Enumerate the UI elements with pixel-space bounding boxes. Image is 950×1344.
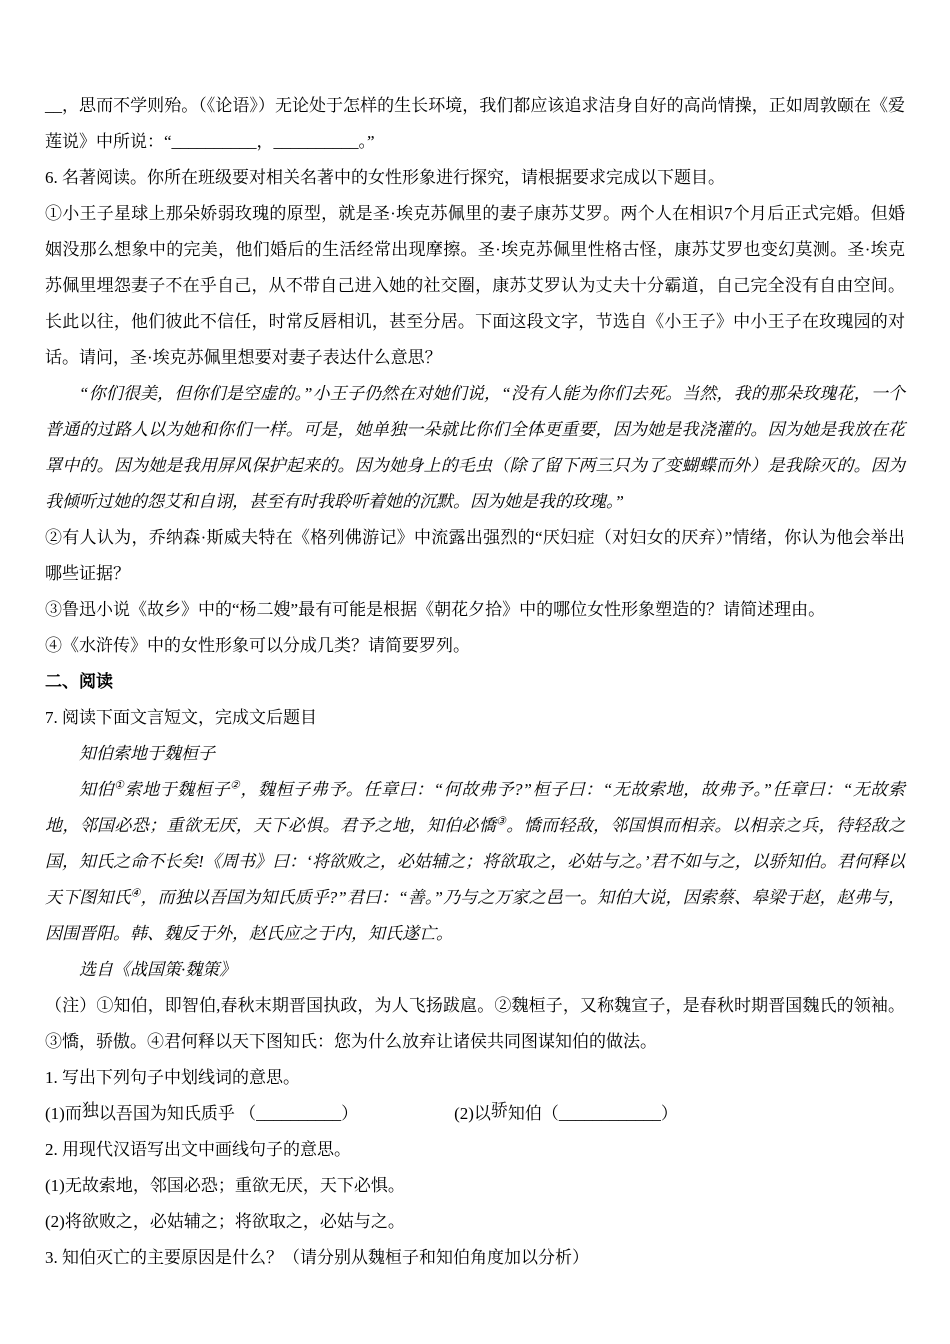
classical-passage (45, 772, 905, 952)
passage-text: ，魏桓子弗予。任章曰：“何故弗予?”桓子曰：“无故索地，故弗予。”任章曰：“无故索地，邻国必恐；重欲无厌，天下必惧。君予之地，知伯必憍 (45, 780, 906, 835)
footnote-ref-3: ③ (496, 815, 507, 828)
question-6-stem: 6. 名著阅读。你所在班级要对相关名著中的女性形象进行探究，请根据要求完成以下题目。 (45, 168, 725, 187)
question-6-part-3: ③鲁迅小说《故乡》中的“杨二嫂”最有可能是根据《朝花夕拾》中的哪位女性形象塑造的？请简述理由。 (45, 600, 826, 619)
section-2-heading: 二、阅读 (45, 672, 113, 691)
passage-text: 。憍而轻敌，邻国惧而相亲。以相亲之兵，待轻敌之国，知氏之命不长矣!《周书》曰：‘将欲败之，必姑辅之；将欲取之，必姑与之。’君不如与之，以骄知伯。君何释以天下图知氏 (45, 816, 906, 907)
sub-question-2-item-2: (2)将欲败之，必姑辅之；将欲取之，必姑与之。 (45, 1212, 405, 1231)
sub-question-1: 1. 写出下列句子中划线词的意思。 (45, 1068, 300, 1087)
passage-source: 选自《战国策·魏策》 (79, 960, 237, 979)
word-meaning-item-1 (45, 1096, 358, 1132)
sub-question-1-blanks (45, 1096, 905, 1132)
passage-text: ，而独以吾国为知氏质乎?”君曰：“善。”乃与之万家之邑一。知伯大说，因索蔡、皋梁于赵，赵弗与，因围晋阳。韩、魏反于外，赵氏应之于内，知氏遂亡。 (45, 888, 905, 943)
item-text: (2)以 (454, 1104, 491, 1123)
footnote-ref-2: ② (230, 779, 241, 792)
sub-question-2: 2. 用现代汉语写出文中画线句子的意思。 (45, 1140, 351, 1159)
question-6-part-2: ②有人认为，乔纳森·斯威夫特在《格列佛游记》中流露出强烈的“厌妇症（对妇女的厌弃）”情绪，你认为他会举出哪些证据？ (45, 528, 905, 583)
question-7-stem: 7. 阅读下面文言短文，完成文后题目 (45, 708, 317, 727)
passage-text: 索地于魏桓子 (124, 780, 231, 799)
marked-word: 独 (81, 1101, 99, 1120)
footnote-ref-4: ④ (130, 887, 141, 900)
passage-text: 知伯 (79, 780, 115, 799)
item-text: 以吾国为知氏质乎 （__________） (98, 1104, 359, 1123)
sub-question-2-item-1: (1)无故索地，邻国必恐；重欲无厌，天下必惧。 (45, 1176, 405, 1195)
word-meaning-item-2 (454, 1096, 678, 1132)
sub-question-3: 3. 知伯灭亡的主要原因是什么？（请分别从魏桓子和知伯角度加以分析） (45, 1248, 589, 1267)
marked-word: 骄 (490, 1101, 508, 1120)
question-6-part-4: ④《水浒传》中的女性形象可以分成几类？请简要罗列。 (45, 636, 470, 655)
footnote-ref-1: ① (114, 779, 125, 792)
passage-notes: （注）①知伯，即智伯,春秋末期晋国执政，为人飞扬跋扈。②魏桓子，又称魏宣子，是春秋时期晋国魏氏的领袖。③憍，骄傲。④君何释以天下图知氏：您为什么放弃让诸侯共同图谋知伯的做法。 (45, 996, 905, 1051)
item-text: 知伯（____________） (507, 1104, 678, 1123)
passage-title: 知伯索地于魏桓子 (79, 744, 215, 763)
question-6-part-1: ①小王子星球上那朵娇弱玫瑰的原型，就是圣·埃克苏佩里的妻子康苏艾罗。两个人在相识7个月后正式完婚。但婚姻没那么想象中的完美，他们婚后的生活经常出现摩擦。圣·埃克苏佩里性格古怪，康苏艾罗也变幻莫测。圣·埃克苏佩里埋怨妻子不在乎自己，从不带自己进入她的社交圈，康苏艾罗认为丈夫十分霸道，自己完全没有自由空间。长此以往，他们彼此不信任，时常反唇相讥，甚至分居。下面这段文字，节选自《小王子》中小王子在玫瑰园的对话。请问，圣·埃克苏佩里想要对妻子表达什么意思？ (45, 204, 905, 367)
little-prince-quote: “你们很美，但你们是空虚的。”小王子仍然在对她们说，“没有人能为你们去死。当然，我的那朵玫瑰花，一个普通的过路人以为她和你们一样。可是，她单独一朵就比你们全体更重要，因为她是我浇灌的。因为她是我放在花罩中的。因为她是我用屏风保护起来的。因为她身上的毛虫（除了留下两三只为了变蝴蝶而外）是我除灭的。因为我倾听过她的怨艾和自诩，甚至有时我聆听着她的沉默。因为她是我的玫瑰。” (45, 384, 905, 511)
item-text: (1)而 (45, 1104, 82, 1123)
fill-in-blank-item: __，思而不学则殆。（《论语》）无论处于怎样的生长环境，我们都应该追求洁身自好的高尚情操，正如周敦颐在《爱莲说》中所说：“__________，__________。” (45, 96, 905, 151)
